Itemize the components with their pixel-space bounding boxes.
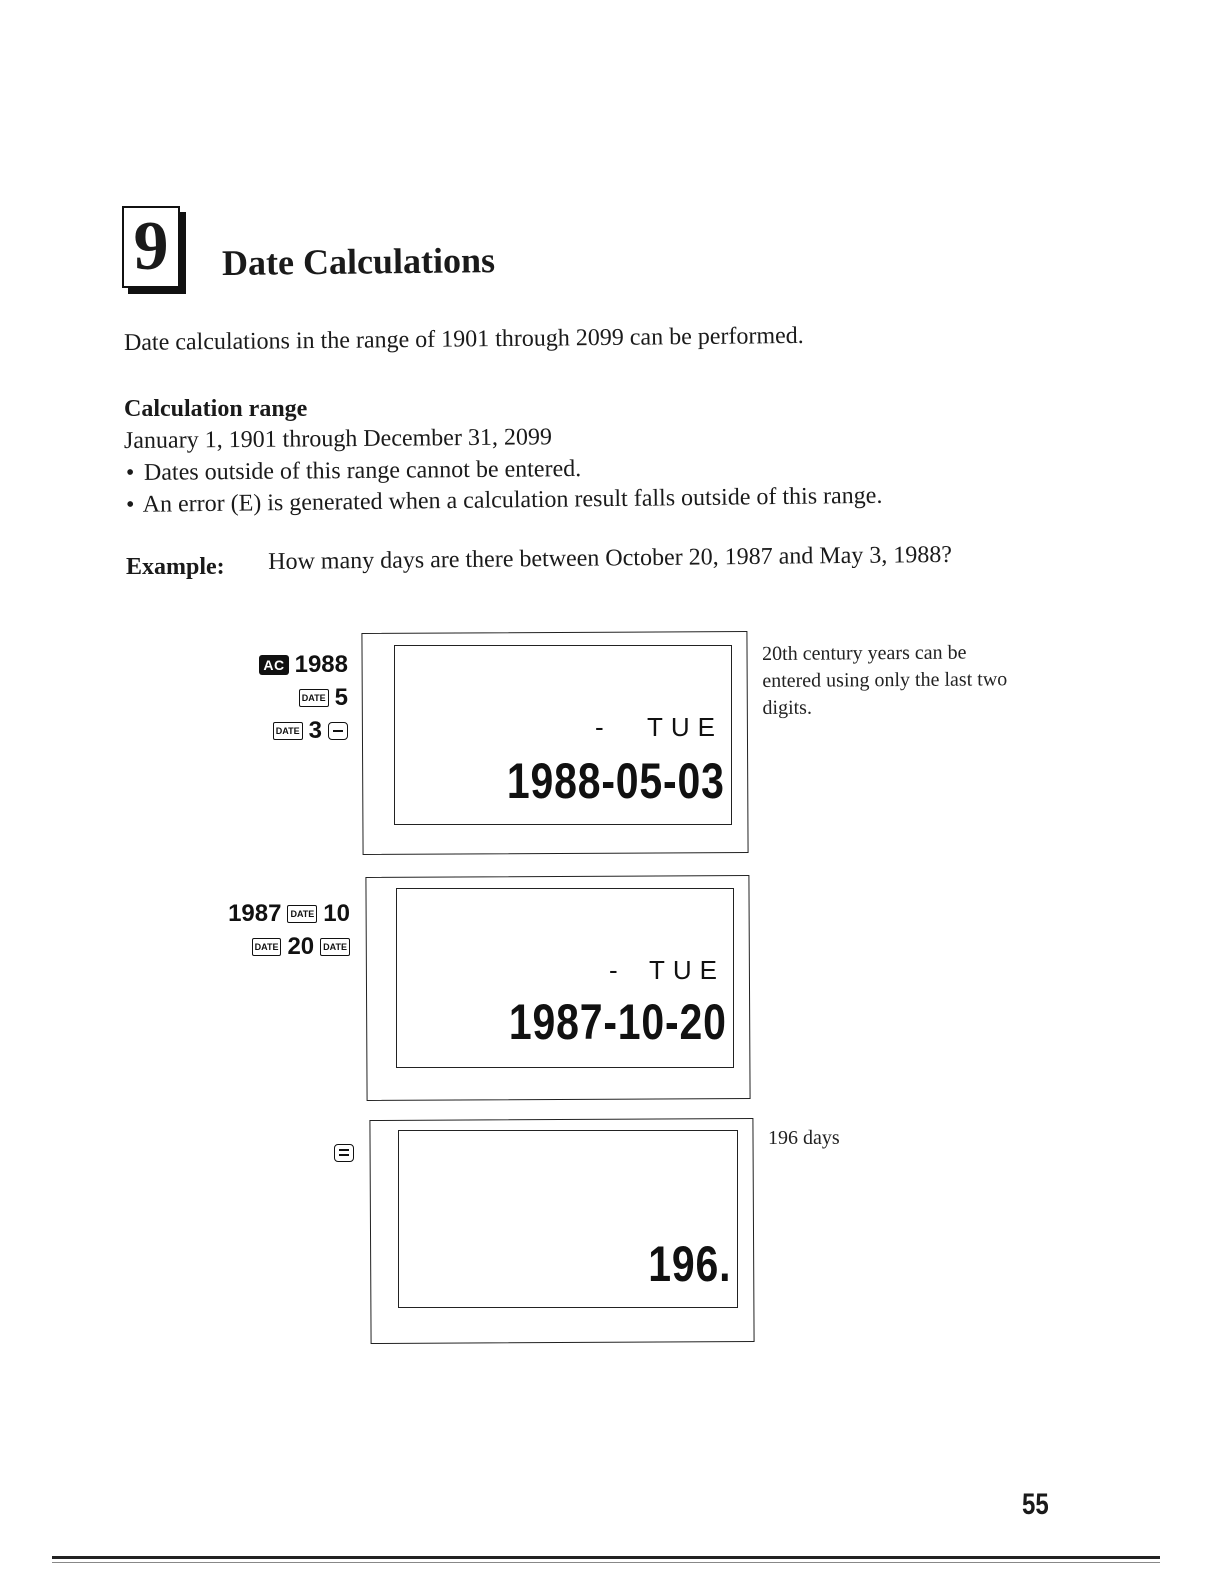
bottom-rule	[52, 1556, 1160, 1559]
bullet-dot-icon: •	[125, 459, 135, 486]
bullet-text: An error (E) is generated when a calculation result falls outside of this range.	[142, 482, 883, 518]
date-key-icon: DATE	[320, 938, 350, 956]
key-entry: 20	[287, 932, 315, 960]
page-number: 55	[1022, 1488, 1049, 1521]
key-sequence-2	[190, 897, 350, 963]
key-sequence-1	[200, 648, 348, 747]
display-value: 1988-05-03	[507, 753, 725, 809]
date-key-icon: DATE	[287, 905, 317, 923]
display-minus-sign: -	[595, 712, 604, 742]
range-text: January 1, 1901 through December 31, 2099	[123, 424, 552, 454]
key-entry: 1987	[228, 899, 282, 927]
intro-paragraph: Date calculations in the range of 1901 through 2099 can be performed.	[123, 322, 804, 356]
minus-key-icon	[328, 722, 348, 740]
display-value: 1987-10-20	[509, 994, 727, 1050]
bullet-item	[126, 483, 883, 519]
bullet-dot-icon: •	[125, 491, 135, 518]
key-sequence-3	[300, 1136, 354, 1169]
bullet-text: Dates outside of this range cannot be entered.	[143, 456, 582, 486]
display-value: 196.	[647, 1236, 731, 1292]
chapter-number: 9	[133, 208, 169, 285]
example-label: Example:	[126, 554, 225, 580]
calculator-display	[394, 645, 732, 825]
key-entry: 10	[323, 899, 350, 927]
key-entry: 3	[308, 716, 322, 744]
equals-key-icon	[334, 1144, 354, 1162]
note-result: 196 days	[768, 1127, 840, 1149]
ac-key-icon: AC	[259, 655, 288, 675]
date-key-icon: DATE	[299, 689, 329, 707]
example-question: How many days are there between October 20, 1987 and May 3, 1988?	[268, 541, 953, 575]
date-key-icon: DATE	[252, 938, 282, 956]
date-key-icon: DATE	[273, 722, 303, 740]
display-minus-sign: -	[609, 955, 618, 985]
bottom-rule-secondary	[52, 1562, 1160, 1563]
bullet-item	[126, 456, 581, 487]
key-entry: 1988	[294, 650, 348, 678]
calculator-display	[396, 888, 734, 1068]
range-heading: Calculation range	[124, 396, 308, 422]
calculator-display	[398, 1130, 738, 1308]
note-two-digit-years: 20th century years can be entered using only the last two digits.	[762, 641, 1008, 719]
display-weekday: TUE	[649, 955, 725, 985]
chapter-number-box	[122, 206, 180, 288]
display-weekday: TUE	[647, 712, 723, 742]
chapter-title: Date Calculations	[221, 240, 496, 283]
key-entry: 5	[334, 683, 348, 711]
